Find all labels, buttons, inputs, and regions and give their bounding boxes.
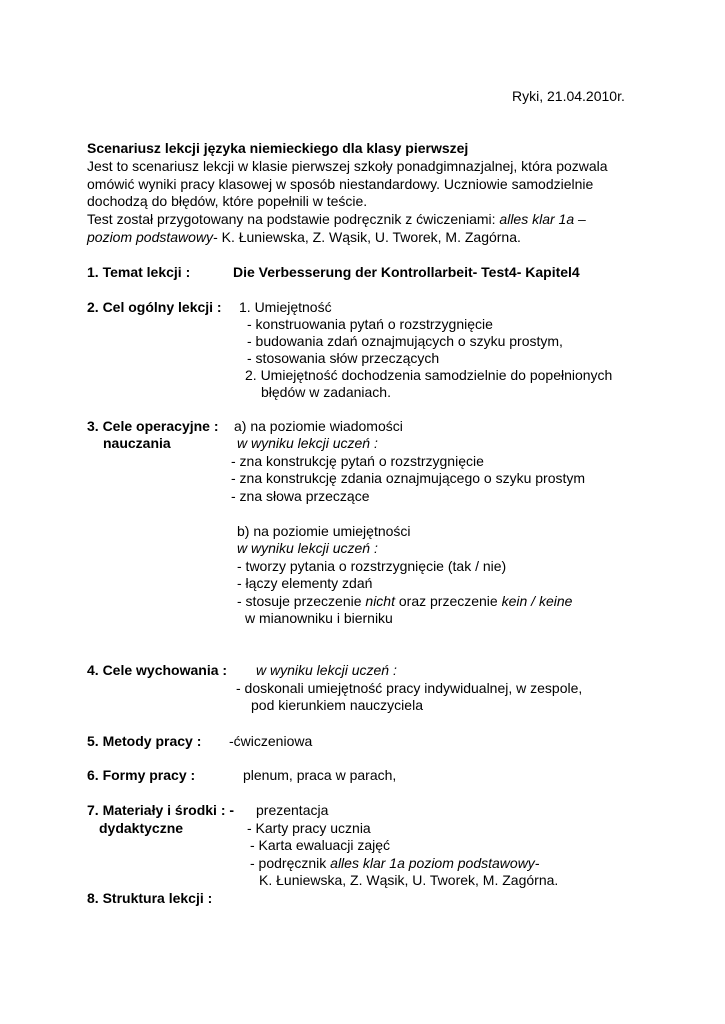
section-3-item: - zna konstrukcję zdania oznajmującego o szyku prostym [231,470,586,486]
intro-line: omówić wyniki pracy klasowej w sposób niestandardowy. Uczniowie samodzielnie [87,176,594,192]
intro-line: Jest to scenariusz lekcji w klasie pierwszej szkoły ponadgimnazjalnej, która pozwala [87,158,608,174]
section-3-item: w mianowniku i bierniku [245,610,393,626]
section-3-item: - tworzy pytania o rozstrzygnięcie (tak / nie) [237,558,507,574]
document-title: Scenariusz lekcji języka niemieckiego dla klasy pierwszej [87,140,469,156]
section-3-item: - łączy elementy zdań [237,575,373,591]
section-3-label: 3. Cele operacyjne : [87,418,219,434]
section-5-value: -ćwiczeniowa [229,733,313,749]
intro-book-title: alles klar 1a – [499,211,586,227]
section-8-label: 8. Struktura lekcji : [87,890,213,906]
negation-text: oraz przeczenie [394,593,502,609]
section-2-label: 2. Cel ogólny lekcji : [87,299,222,315]
intro-book-level: poziom podstawowy [87,229,214,245]
section-6-label: 6. Formy pracy : [87,767,196,783]
document-date: Ryki, 21.04.2010r. [512,88,625,104]
intro-line: dochodzą do błędów, które popełnili w teście. [87,193,368,209]
section-2-item: 1. Umiejętność [239,299,332,315]
section-3-item: - zna konstrukcję pytań o rozstrzygnięcie [231,453,484,469]
intro-authors: - K. Łuniewska, Z. Wąsik, U. Tworek, M. Zagórna. [213,229,521,245]
intro-line [87,229,521,246]
negation-word: kein / keine [501,593,573,609]
section-7-item: - Karty pracy ucznia [247,820,371,836]
section-2-item: - stosowania słów przeczących [247,350,440,366]
section-7-item: - Karta ewaluacji zajęć [250,837,391,853]
section-3-level-b: b) na poziomie umiejętności [237,523,411,539]
section-1-topic: Die Verbesserung der Kontrollarbeit- Test4- Kapitel4 [233,264,580,280]
section-2-item: błędów w zadaniach. [261,384,391,400]
textbook-prefix: - podręcznik [250,855,331,871]
intro-line [87,211,586,228]
section-7-item [250,855,539,872]
section-6-value: plenum, praca w parach, [243,767,397,783]
section-4-item: - doskonali umiejętność pracy indywidualnej, w zespole, [236,680,583,696]
section-7-item: prezentacja [256,802,329,818]
section-3-subheading: w wyniku lekcji uczeń : [237,435,378,451]
textbook-title: alles klar 1a poziom podstawowy- [330,855,540,871]
section-3-level-a: a) na poziomie wiadomości [234,418,403,434]
section-2-item: - budowania zdań oznajmujących o szyku prostym, [247,333,563,349]
section-2-item: - konstruowania pytań o rozstrzygnięcie [247,316,493,332]
section-7-item: K. Łuniewska, Z. Wąsik, U. Tworek, M. Zagórna. [259,872,559,888]
negation-word: nicht [365,593,395,609]
section-3-item [237,593,572,610]
section-7-label: 7. Materiały i środki : - [87,802,235,818]
section-1-label: 1. Temat lekcji : [87,264,191,280]
section-3-label-2: nauczania [103,435,171,451]
intro-text: Test został przygotowany na podstawie podręcznik z ćwiczeniami: [87,211,500,227]
section-4-label: 4. Cele wychowania : [87,662,228,678]
section-7-label-2: dydaktyczne [99,820,184,836]
section-5-label: 5. Metody pracy : [87,733,202,749]
section-2-item: 2. Umiejętność dochodzenia samodzielnie do popełnionych [245,367,613,383]
section-3-subheading: w wyniku lekcji uczeń : [237,540,378,556]
section-4-item: pod kierunkiem nauczyciela [251,697,423,713]
section-3-item: - zna słowa przeczące [231,488,370,504]
section-4-subheading: w wyniku lekcji uczeń : [256,662,397,678]
negation-text: - stosuje przeczenie [237,593,366,609]
